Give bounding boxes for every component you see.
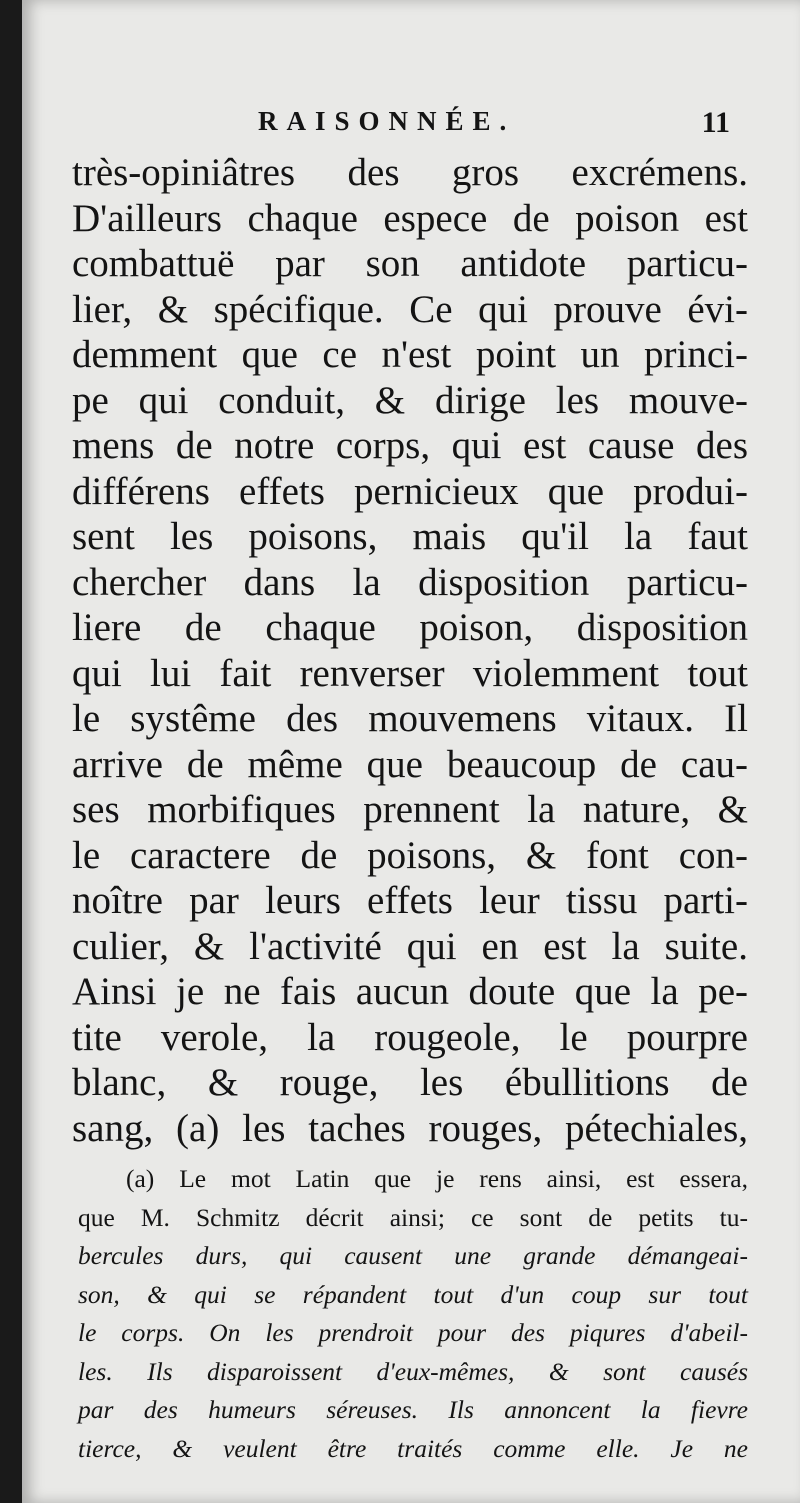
main-text: [72, 150, 748, 1151]
text-line: sent les poisons, mais qu'il la faut: [72, 515, 748, 558]
text-line: très-opiniâtres des gros excrémens.: [72, 151, 748, 194]
text-line: culier, & l'activité qui en est la suite.: [72, 924, 748, 968]
text-line: chercher dans la disposition particu-: [72, 560, 748, 604]
text-line: sang, (a) les taches rouges, pétechiales,: [72, 1106, 748, 1150]
footnote-line: le corps. On les prendroit pour des piqures d'abeil-: [78, 1318, 748, 1347]
footnote-line: bercules durs, qui causent une grande démangeai-: [78, 1241, 748, 1270]
text-line: noître par leurs effets leur tissu parti-: [72, 879, 748, 922]
text-line: lier, & spécifique. Ce qui prouve évi-: [72, 287, 748, 331]
text-line: D'ailleurs chaque espece de poison est: [72, 196, 748, 240]
footnote-line: tierce, & veulent être traités comme elle. Je ne: [78, 1433, 748, 1463]
text-line: le caractere de poisons, & font con-: [72, 833, 748, 877]
text-line: Ainsi je ne fais aucun doute que la pe-: [72, 970, 748, 1013]
footnote-line: (a) Le mot Latin que je rens ainsi, est essera,: [126, 1164, 748, 1193]
text-line: demment que ce n'est point un princi-: [72, 333, 748, 376]
text-line: blanc, & rouge, les ébullitions de: [72, 1061, 748, 1104]
footnote: [78, 1160, 748, 1468]
text-line: tite verole, la rougeole, le pourpre: [72, 1015, 748, 1059]
footnote-line: que M. Schmitz décrit ainsi; ce sont de petits tu-: [78, 1202, 748, 1232]
text-line: ses morbifiques prennent la nature, &: [72, 788, 748, 831]
text-line: le systême des mouvemens vitaux. Il: [72, 697, 748, 740]
page-header: [258, 106, 730, 146]
footnote-line: son, & qui se répandent tout d'un coup sur tout: [78, 1279, 748, 1309]
text-line: mens de notre corps, qui est cause des: [72, 424, 748, 467]
running-head: RAISONNÉE.: [258, 106, 516, 136]
text-line: qui lui fait renverser violemment tout: [72, 651, 748, 695]
page-number: 11: [701, 106, 730, 139]
text-line: arrive de même que beaucoup de cau-: [72, 742, 748, 786]
text-line: liere de chaque poison, disposition: [72, 606, 748, 649]
footnote-line: les. Ils disparoissent d'eux-mêmes, & sont causés: [78, 1356, 748, 1386]
text-line: pe qui conduit, & dirige les mouve-: [72, 378, 748, 422]
footnote-line: par des humeurs séreuses. Ils annoncent la fievre: [78, 1395, 748, 1424]
book-page: [22, 0, 800, 1503]
text-line: combattuë par son antidote particu-: [72, 242, 748, 285]
text-line: différens effets pernicieux que produi-: [72, 469, 748, 513]
